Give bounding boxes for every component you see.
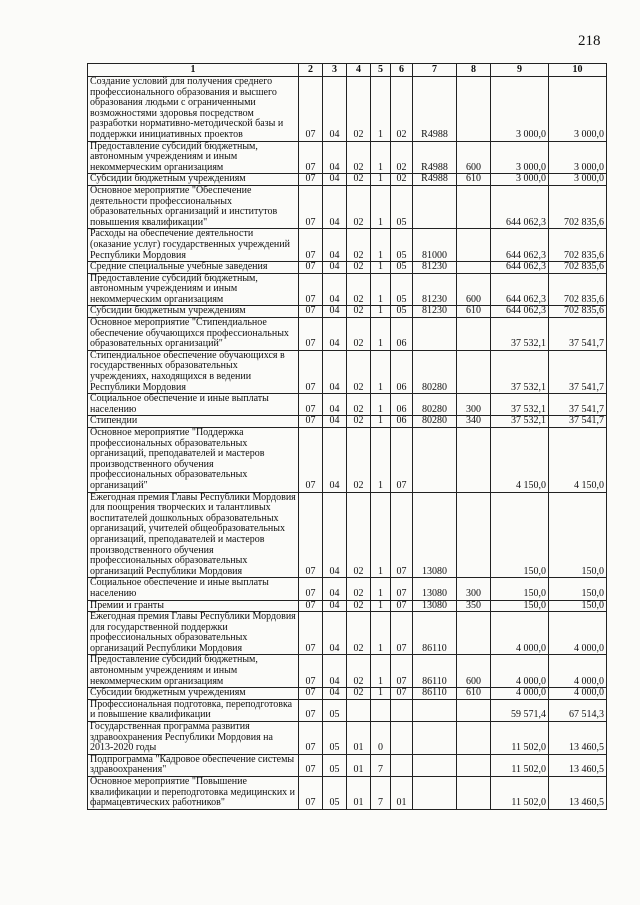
expense-type-cell: 600 xyxy=(457,273,491,306)
expense-code-cell: 81230 xyxy=(413,273,457,306)
table-row xyxy=(88,655,607,688)
section-cell: 07 xyxy=(299,141,323,174)
section-cell: 07 xyxy=(299,273,323,306)
activity-cell: 07 xyxy=(391,688,413,700)
header-cell: 1 xyxy=(88,64,299,77)
section-cell: 07 xyxy=(299,262,323,274)
amount-year1-cell: 644 062,3 xyxy=(491,262,549,274)
activity-cell: 01 xyxy=(391,777,413,810)
section-cell: 07 xyxy=(299,655,323,688)
subprogram-cell: 1 xyxy=(371,77,391,142)
header-cell: 5 xyxy=(371,64,391,77)
amount-year1-cell: 37 532,1 xyxy=(491,394,549,416)
header-cell: 7 xyxy=(413,64,457,77)
amount-year2-cell: 3 000,0 xyxy=(549,174,607,186)
row-name-cell: Ежегодная премия Главы Республики Мордовия для государственной поддержки профессиональных образовательных организаций Республики Мордовия xyxy=(88,612,299,655)
subprogram-cell: 1 xyxy=(371,600,391,612)
amount-year1-cell: 644 062,3 xyxy=(491,273,549,306)
amount-year2-cell: 4 000,0 xyxy=(549,688,607,700)
expense-type-cell xyxy=(457,777,491,810)
subprogram-cell: 1 xyxy=(371,578,391,600)
subsection-cell: 05 xyxy=(323,754,347,776)
activity-cell: 05 xyxy=(391,229,413,262)
subprogram-cell: 1 xyxy=(371,306,391,318)
table-row xyxy=(88,262,607,274)
activity-cell: 07 xyxy=(391,655,413,688)
section-cell: 07 xyxy=(299,394,323,416)
program-cell: 02 xyxy=(347,141,371,174)
row-name-cell: Основное мероприятие "Обеспечение деятельности профессиональных образовательных организаций и институтов повышения квалификации" xyxy=(88,185,299,228)
subprogram-cell: 1 xyxy=(371,416,391,428)
expense-code-cell xyxy=(413,318,457,351)
amount-year2-cell: 3 000,0 xyxy=(549,141,607,174)
row-name-cell: Субсидии бюджетным учреждениям xyxy=(88,688,299,700)
expense-code-cell: 86110 xyxy=(413,612,457,655)
subprogram-cell: 1 xyxy=(371,688,391,700)
expense-code-cell: 13080 xyxy=(413,492,457,578)
amount-year2-cell: 702 835,6 xyxy=(549,262,607,274)
expense-code-cell: 13080 xyxy=(413,600,457,612)
amount-year1-cell: 11 502,0 xyxy=(491,754,549,776)
program-cell: 02 xyxy=(347,394,371,416)
table-row xyxy=(88,141,607,174)
activity-cell: 06 xyxy=(391,318,413,351)
amount-year1-cell: 3 000,0 xyxy=(491,174,549,186)
row-name-cell: Социальное обеспечение и иные выплаты населению xyxy=(88,394,299,416)
amount-year2-cell: 3 000,0 xyxy=(549,77,607,142)
amount-year2-cell: 37 541,7 xyxy=(549,394,607,416)
program-cell: 02 xyxy=(347,428,371,493)
expense-type-cell xyxy=(457,699,491,721)
subprogram-cell: 1 xyxy=(371,428,391,493)
budget-table xyxy=(87,63,607,810)
row-name-cell: Государственная программа развития здравоохранения Республики Мордовия на 2013-2020 годы xyxy=(88,722,299,755)
subsection-cell: 04 xyxy=(323,174,347,186)
expense-type-cell: 600 xyxy=(457,655,491,688)
amount-year1-cell: 4 150,0 xyxy=(491,428,549,493)
activity-cell: 06 xyxy=(391,394,413,416)
row-name-cell: Социальное обеспечение и иные выплаты населению xyxy=(88,578,299,600)
activity-cell: 07 xyxy=(391,492,413,578)
program-cell: 02 xyxy=(347,273,371,306)
program-cell xyxy=(347,699,371,721)
row-name-cell: Премии и гранты xyxy=(88,600,299,612)
amount-year2-cell: 13 460,5 xyxy=(549,754,607,776)
subsection-cell: 04 xyxy=(323,492,347,578)
amount-year2-cell: 702 835,6 xyxy=(549,273,607,306)
expense-type-cell: 340 xyxy=(457,416,491,428)
activity-cell: 02 xyxy=(391,174,413,186)
subsection-cell: 04 xyxy=(323,688,347,700)
section-cell: 07 xyxy=(299,416,323,428)
section-cell: 07 xyxy=(299,699,323,721)
amount-year1-cell: 3 000,0 xyxy=(491,141,549,174)
activity-cell xyxy=(391,699,413,721)
expense-code-cell: 81230 xyxy=(413,306,457,318)
table-row xyxy=(88,416,607,428)
table-row xyxy=(88,77,607,142)
program-cell: 02 xyxy=(347,350,371,393)
amount-year2-cell: 67 514,3 xyxy=(549,699,607,721)
section-cell: 07 xyxy=(299,722,323,755)
header-cell: 4 xyxy=(347,64,371,77)
section-cell: 07 xyxy=(299,600,323,612)
expense-code-cell: R4988 xyxy=(413,174,457,186)
amount-year2-cell: 150,0 xyxy=(549,578,607,600)
table-row xyxy=(88,777,607,810)
amount-year2-cell: 13 460,5 xyxy=(549,722,607,755)
header-cell: 6 xyxy=(391,64,413,77)
program-cell: 02 xyxy=(347,306,371,318)
activity-cell: 06 xyxy=(391,416,413,428)
amount-year2-cell: 37 541,7 xyxy=(549,416,607,428)
activity-cell: 05 xyxy=(391,185,413,228)
row-name-cell: Субсидии бюджетным учреждениям xyxy=(88,174,299,186)
amount-year2-cell: 4 150,0 xyxy=(549,428,607,493)
expense-code-cell: 86110 xyxy=(413,688,457,700)
expense-type-cell xyxy=(457,229,491,262)
subsection-cell: 04 xyxy=(323,578,347,600)
header-cell: 9 xyxy=(491,64,549,77)
section-cell: 07 xyxy=(299,754,323,776)
row-name-cell: Субсидии бюджетным учреждениям xyxy=(88,306,299,318)
table-row xyxy=(88,428,607,493)
row-name-cell: Подпрограмма "Кадровое обеспечение системы здравоохранения" xyxy=(88,754,299,776)
subsection-cell: 04 xyxy=(323,185,347,228)
expense-code-cell xyxy=(413,722,457,755)
row-name-cell: Основное мероприятие "Поддержка профессиональных образовательных организаций, преподавателей и мастеров производственного обучения профессиональных образовательных организаций" xyxy=(88,428,299,493)
page-number: 218 xyxy=(578,33,601,49)
program-cell: 02 xyxy=(347,318,371,351)
table-row xyxy=(88,600,607,612)
table-row xyxy=(88,754,607,776)
expense-type-cell: 300 xyxy=(457,578,491,600)
expense-code-cell xyxy=(413,185,457,228)
section-cell: 07 xyxy=(299,777,323,810)
section-cell: 07 xyxy=(299,578,323,600)
row-name-cell: Создание условий для получения среднего профессионального образования и высшего образования людьми с ограниченными возможностями здоровья посредством разработки нормативно-методической базы и поддержки инициативных проектов xyxy=(88,77,299,142)
activity-cell: 07 xyxy=(391,600,413,612)
table-row xyxy=(88,185,607,228)
subsection-cell: 04 xyxy=(323,262,347,274)
program-cell: 02 xyxy=(347,492,371,578)
program-cell: 01 xyxy=(347,722,371,755)
subsection-cell: 04 xyxy=(323,428,347,493)
expense-type-cell xyxy=(457,612,491,655)
expense-code-cell: R4988 xyxy=(413,77,457,142)
amount-year2-cell: 4 000,0 xyxy=(549,655,607,688)
activity-cell: 07 xyxy=(391,428,413,493)
program-cell: 02 xyxy=(347,185,371,228)
subprogram-cell: 1 xyxy=(371,350,391,393)
activity-cell: 06 xyxy=(391,350,413,393)
amount-year1-cell: 37 532,1 xyxy=(491,318,549,351)
expense-code-cell xyxy=(413,428,457,493)
amount-year2-cell: 13 460,5 xyxy=(549,777,607,810)
expense-code-cell xyxy=(413,777,457,810)
expense-type-cell xyxy=(457,318,491,351)
expense-type-cell xyxy=(457,350,491,393)
expense-type-cell xyxy=(457,185,491,228)
program-cell: 02 xyxy=(347,612,371,655)
subprogram-cell: 1 xyxy=(371,655,391,688)
section-cell: 07 xyxy=(299,306,323,318)
program-cell: 01 xyxy=(347,777,371,810)
amount-year1-cell: 37 532,1 xyxy=(491,350,549,393)
amount-year1-cell: 59 571,4 xyxy=(491,699,549,721)
subprogram-cell: 1 xyxy=(371,318,391,351)
subprogram-cell: 1 xyxy=(371,612,391,655)
expense-type-cell xyxy=(457,754,491,776)
table-row xyxy=(88,350,607,393)
expense-code-cell xyxy=(413,754,457,776)
amount-year1-cell: 37 532,1 xyxy=(491,416,549,428)
subsection-cell: 04 xyxy=(323,318,347,351)
expense-code-cell: 80280 xyxy=(413,350,457,393)
subsection-cell: 04 xyxy=(323,306,347,318)
row-name-cell: Основное мероприятие "Повышение квалификации и переподготовка медицинских и фармацевтических работников" xyxy=(88,777,299,810)
expense-code-cell: 80280 xyxy=(413,416,457,428)
header-cell: 3 xyxy=(323,64,347,77)
amount-year1-cell: 644 062,3 xyxy=(491,185,549,228)
section-cell: 07 xyxy=(299,350,323,393)
activity-cell xyxy=(391,754,413,776)
activity-cell: 05 xyxy=(391,306,413,318)
subprogram-cell: 1 xyxy=(371,174,391,186)
table-row xyxy=(88,688,607,700)
table-row xyxy=(88,394,607,416)
amount-year2-cell: 702 835,6 xyxy=(549,306,607,318)
subprogram-cell: 1 xyxy=(371,273,391,306)
program-cell: 02 xyxy=(347,688,371,700)
subsection-cell: 04 xyxy=(323,350,347,393)
table-row xyxy=(88,578,607,600)
section-cell: 07 xyxy=(299,77,323,142)
subsection-cell: 04 xyxy=(323,141,347,174)
program-cell: 02 xyxy=(347,578,371,600)
expense-type-cell xyxy=(457,492,491,578)
activity-cell: 02 xyxy=(391,141,413,174)
program-cell: 02 xyxy=(347,229,371,262)
amount-year2-cell: 37 541,7 xyxy=(549,318,607,351)
program-cell: 02 xyxy=(347,77,371,142)
row-name-cell: Основное мероприятие "Стипендиальное обеспечение обучающихся профессиональных образовательных организаций" xyxy=(88,318,299,351)
row-name-cell: Предоставление субсидий бюджетным, автономным учреждениям и иным некоммерческим организациям xyxy=(88,655,299,688)
amount-year2-cell: 150,0 xyxy=(549,600,607,612)
expense-code-cell: 86110 xyxy=(413,655,457,688)
activity-cell: 02 xyxy=(391,77,413,142)
amount-year1-cell: 150,0 xyxy=(491,492,549,578)
expense-type-cell: 610 xyxy=(457,174,491,186)
subsection-cell: 05 xyxy=(323,777,347,810)
subsection-cell: 04 xyxy=(323,416,347,428)
expense-code-cell: 81000 xyxy=(413,229,457,262)
expense-type-cell: 350 xyxy=(457,600,491,612)
expense-type-cell xyxy=(457,722,491,755)
section-cell: 07 xyxy=(299,174,323,186)
amount-year1-cell: 11 502,0 xyxy=(491,777,549,810)
amount-year1-cell: 4 000,0 xyxy=(491,688,549,700)
expense-type-cell xyxy=(457,262,491,274)
row-name-cell: Ежегодная премия Главы Республики Мордовия для поощрения творческих и талантливых воспитателей дошкольных образовательных организаций, учителей общеобразовательных организаций, преподавателей и мастеров производственного обучения профессиональных образовательных организаций Республики Мордовия xyxy=(88,492,299,578)
table-row xyxy=(88,229,607,262)
table-row xyxy=(88,273,607,306)
expense-type-cell: 600 xyxy=(457,141,491,174)
subprogram-cell: 1 xyxy=(371,229,391,262)
program-cell: 02 xyxy=(347,262,371,274)
section-cell: 07 xyxy=(299,688,323,700)
table-row xyxy=(88,318,607,351)
table-row xyxy=(88,612,607,655)
table-row xyxy=(88,306,607,318)
row-name-cell: Стипендиальное обеспечение обучающихся в государственных образовательных учреждениях, находящихся в ведении Республики Мордовия xyxy=(88,350,299,393)
subsection-cell: 05 xyxy=(323,722,347,755)
amount-year1-cell: 4 000,0 xyxy=(491,612,549,655)
subsection-cell: 04 xyxy=(323,273,347,306)
program-cell: 01 xyxy=(347,754,371,776)
subprogram-cell: 1 xyxy=(371,141,391,174)
expense-code-cell: 80280 xyxy=(413,394,457,416)
subprogram-cell: 1 xyxy=(371,492,391,578)
amount-year2-cell: 150,0 xyxy=(549,492,607,578)
section-cell: 07 xyxy=(299,428,323,493)
activity-cell: 05 xyxy=(391,273,413,306)
expense-code-cell: 81230 xyxy=(413,262,457,274)
subprogram-cell xyxy=(371,699,391,721)
amount-year1-cell: 3 000,0 xyxy=(491,77,549,142)
subprogram-cell: 1 xyxy=(371,185,391,228)
amount-year2-cell: 4 000,0 xyxy=(549,612,607,655)
section-cell: 07 xyxy=(299,492,323,578)
subprogram-cell: 1 xyxy=(371,394,391,416)
program-cell: 02 xyxy=(347,174,371,186)
subsection-cell: 05 xyxy=(323,699,347,721)
amount-year2-cell: 702 835,6 xyxy=(549,229,607,262)
header-cell: 10 xyxy=(549,64,607,77)
amount-year1-cell: 11 502,0 xyxy=(491,722,549,755)
activity-cell: 05 xyxy=(391,262,413,274)
subsection-cell: 04 xyxy=(323,600,347,612)
expense-code-cell: 13080 xyxy=(413,578,457,600)
amount-year1-cell: 150,0 xyxy=(491,600,549,612)
activity-cell: 07 xyxy=(391,612,413,655)
section-cell: 07 xyxy=(299,185,323,228)
amount-year1-cell: 644 062,3 xyxy=(491,229,549,262)
amount-year1-cell: 150,0 xyxy=(491,578,549,600)
expense-type-cell: 610 xyxy=(457,306,491,318)
expense-type-cell xyxy=(457,77,491,142)
activity-cell: 07 xyxy=(391,578,413,600)
expense-type-cell xyxy=(457,428,491,493)
expense-type-cell: 300 xyxy=(457,394,491,416)
amount-year2-cell: 702 835,6 xyxy=(549,185,607,228)
row-name-cell: Предоставление субсидий бюджетным, автономным учреждениям и иным некоммерческим организациям xyxy=(88,273,299,306)
row-name-cell: Стипендии xyxy=(88,416,299,428)
row-name-cell: Расходы на обеспечение деятельности (оказание услуг) государственных учреждений Республики Мордовия xyxy=(88,229,299,262)
subprogram-cell: 1 xyxy=(371,262,391,274)
row-name-cell: Предоставление субсидий бюджетным, автономным учреждениям и иным некоммерческим организациям xyxy=(88,141,299,174)
subsection-cell: 04 xyxy=(323,655,347,688)
table-row xyxy=(88,722,607,755)
expense-type-cell: 610 xyxy=(457,688,491,700)
table-row xyxy=(88,174,607,186)
expense-code-cell xyxy=(413,699,457,721)
table-header-row xyxy=(88,64,607,77)
program-cell: 02 xyxy=(347,416,371,428)
header-cell: 2 xyxy=(299,64,323,77)
program-cell: 02 xyxy=(347,600,371,612)
table-row xyxy=(88,699,607,721)
activity-cell xyxy=(391,722,413,755)
table-row xyxy=(88,492,607,578)
subsection-cell: 04 xyxy=(323,612,347,655)
row-name-cell: Средние специальные учебные заведения xyxy=(88,262,299,274)
amount-year1-cell: 4 000,0 xyxy=(491,655,549,688)
subprogram-cell: 7 xyxy=(371,754,391,776)
section-cell: 07 xyxy=(299,229,323,262)
amount-year1-cell: 644 062,3 xyxy=(491,306,549,318)
header-cell: 8 xyxy=(457,64,491,77)
amount-year2-cell: 37 541,7 xyxy=(549,350,607,393)
section-cell: 07 xyxy=(299,612,323,655)
row-name-cell: Профессиональная подготовка, переподготовка и повышение квалификации xyxy=(88,699,299,721)
program-cell: 02 xyxy=(347,655,371,688)
section-cell: 07 xyxy=(299,318,323,351)
subsection-cell: 04 xyxy=(323,229,347,262)
subsection-cell: 04 xyxy=(323,77,347,142)
expense-code-cell: R4988 xyxy=(413,141,457,174)
subprogram-cell: 0 xyxy=(371,722,391,755)
subprogram-cell: 7 xyxy=(371,777,391,810)
subsection-cell: 04 xyxy=(323,394,347,416)
